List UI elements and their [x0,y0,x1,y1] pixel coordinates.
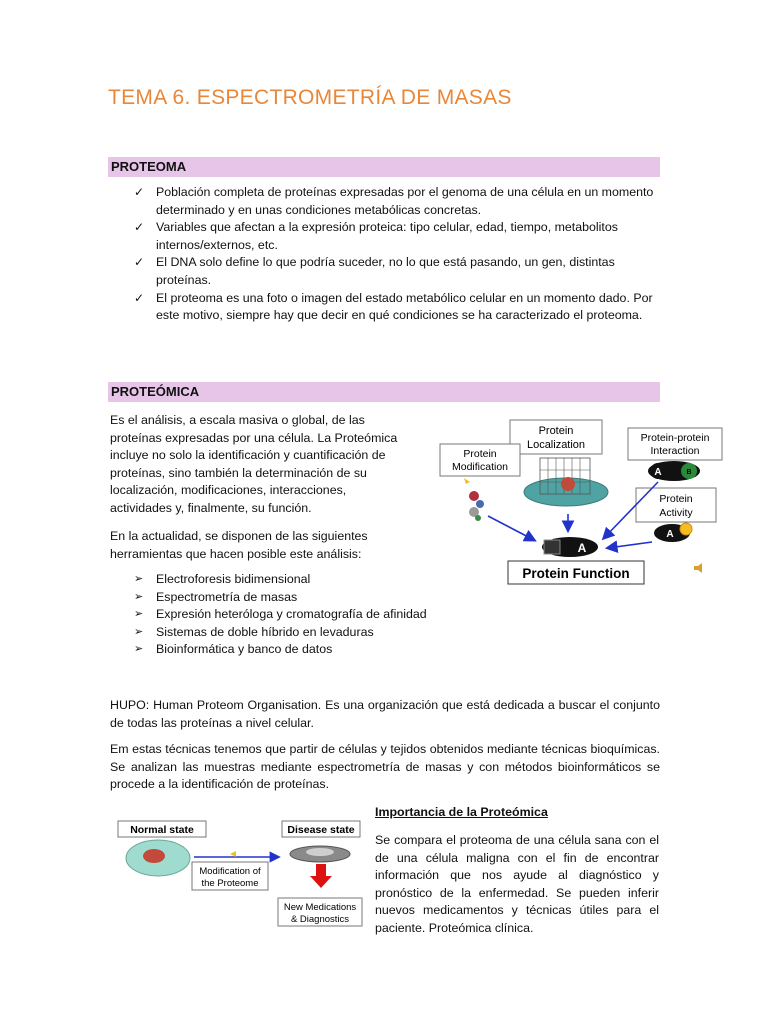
importancia-heading: Importancia de la Proteómica [375,805,548,819]
tools-intro: En la actualidad, se disponen de las siguientes herramientas que hacen posible este análisis: [110,529,368,561]
importancia-paragraph: Se compara el proteoma de una célula sana con el de una célula maligna con el fin de encontrar información que nos ayude al diagnóstico y pronóstico de la enfermedad. Se pueden inferir nuevos medicamentos y técnicas útiles para el paciente. Proteómica clínica. [375,833,659,935]
arrow-activity [608,542,652,548]
svg-text:Localization: Localization [526,439,586,451]
list-item: ➢ Bioinformática y banco de datos [134,641,454,659]
protein-interaction-box [628,428,722,460]
svg-text:A: A [654,467,662,478]
activity-molecule-icon [654,523,692,542]
section-heading-proteomica: PROTEÓMICA [108,382,660,402]
arrow-bullet-icon: ➢ [134,590,144,603]
protein-function-box [508,561,644,584]
list-item: ✓ El DNA solo define lo que podría suceder, no lo que está pasando, un gen, distintas proteínas. [134,255,615,287]
checkmark-icon: ✓ [134,255,145,270]
diseased-cell-image [290,846,350,862]
checkmark-icon: ✓ [134,220,145,235]
interaction-molecules-icon [648,461,700,481]
svg-text:Interaction: Interaction [650,445,700,457]
tecnicas-paragraph: Em estas técnicas tenemos que partir de células y tejidos obtenidos mediante técnicas bioquímicas. Se analizan las muestras mediante espectrometría de masas y con métodos bioinformáticos se procede a la identificación de proteínas. [110,742,660,792]
list-item: ➢ Sistemas de doble híbrido en levaduras [134,624,454,642]
page-title: TEMA 6. ESPECTROMETRÍA DE MASAS [108,86,512,109]
arrow-modification [488,516,534,540]
disease-state-label [282,821,360,837]
checkmark-icon: ✓ [134,290,145,305]
red-down-arrow-icon [310,864,332,888]
modification-marker-icon [230,851,236,857]
section-heading-proteoma: PROTEOMA [108,157,660,177]
modification-label [192,862,268,890]
protein-localization-box [510,420,602,454]
cell-localization-image [524,458,608,506]
svg-text:the Proteome: the Proteome [201,878,259,889]
protein-modification-box [440,444,520,476]
svg-text:Protein: Protein [659,493,693,505]
central-protein-icon [542,537,598,557]
svg-text:Protein: Protein [463,448,497,460]
modified-protein-icon [464,478,484,521]
arrow-bullet-icon: ➢ [134,643,144,656]
hupo-paragraph: HUPO: Human Proteom Organisation. Es una organización que está dedicada a buscar el conjunto de todas las proteínas a nivel celular. [110,698,660,730]
arrow-bullet-icon: ➢ [134,608,144,621]
list-item: ➢ Electroforesis bidimensional [134,571,454,589]
svg-text:Protein-protein: Protein-protein [640,432,710,444]
list-item: ✓ El proteoma es una foto o imagen del estado metabólico celular en un momento dado. Por este motivo, siempre hay que decir en qué condiciones se ha caracterizado el proteoma. [134,290,653,323]
svg-text:Disease state: Disease state [287,824,355,836]
svg-text:B: B [686,469,692,476]
normal-state-label [118,821,206,837]
protein-function-figure [430,416,730,588]
speaker-icon [694,563,702,573]
svg-text:New Medications: New Medications [283,902,357,913]
svg-text:& Diagnostics: & Diagnostics [290,914,350,925]
normal-cell-image [126,840,190,876]
svg-text:Protein: Protein [538,425,574,437]
list-item: ➢ Espectrometría de masas [134,589,454,607]
svg-text:A: A [666,529,674,540]
list-item: ✓ Población completa de proteínas expresadas por el genoma de una célula en un momento determinado y en unas condiciones metabólicas concretas. [134,185,654,217]
svg-text:Activity: Activity [659,507,693,519]
list-item: ➢ Expresión heteróloga y cromatografía de afinidad [134,606,454,624]
list-item: ✓ Variables que afectan a la expresión proteica: tipo celular, edad, tiempo, metabolitos internos/externos, etc. [134,220,618,252]
proteoma-list [134,184,664,325]
proteomica-intro: Es el análisis, a escala masiva o global, de las proteínas expresadas por una célula. La Proteómica incluye no solo la identificación y cuantificación de proteínas, sino también la determinación de su localización, modificaciones, interacciones, actividades y, finalmente, su función. [110,413,398,515]
arrow-bullet-icon: ➢ [134,625,144,638]
arrow-bullet-icon: ➢ [134,573,144,585]
tools-list [134,571,454,659]
svg-text:Normal state: Normal state [130,824,194,836]
checkmark-icon: ✓ [134,185,145,199]
medications-label [278,898,362,926]
svg-text:Modification of: Modification of [199,866,261,877]
svg-text:A: A [577,541,587,555]
disease-state-figure [112,818,370,930]
svg-text:Modification: Modification [451,461,509,473]
svg-text:Protein Function: Protein Function [522,566,630,581]
